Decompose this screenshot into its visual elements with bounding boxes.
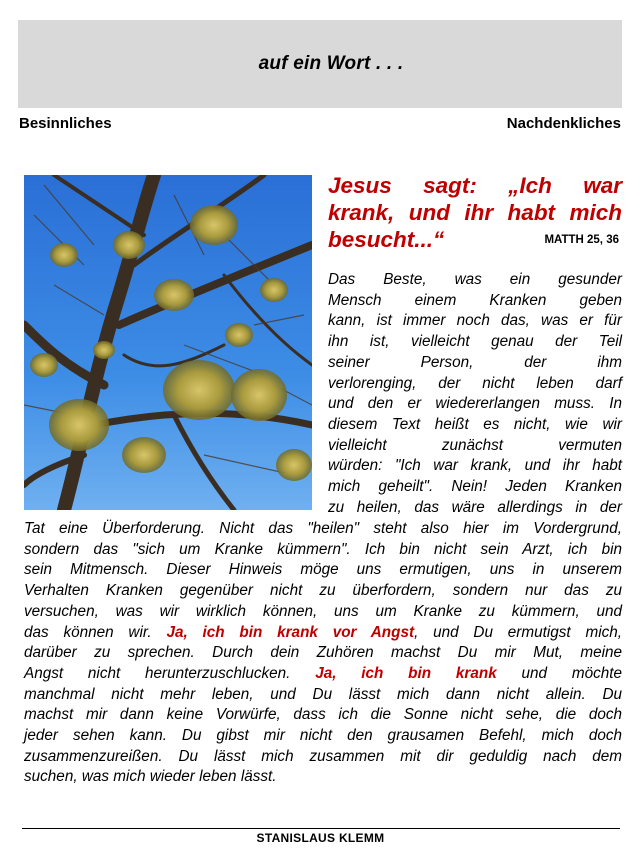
emphasis-red-text: Ja, ich bin krank [315,664,497,682]
body-text: Angst nicht herunterzuschlucken. [24,664,316,682]
article-body-wrapped [328,270,622,518]
headline-line: besucht...“ [328,227,445,252]
subheader-left: Besinnliches [19,115,112,132]
body-line: suchen, was mich wieder leben lässt. [24,768,277,786]
body-line: diesem Text heißt es nicht, wie wir [328,415,622,433]
body-line: machst mir dann keine Vorwürfe, dass ich die Sonne nicht sehe, die doch [24,706,622,724]
body-line: zusammenzureißen. Du lässt mich zusammen mit dir geduldig nach dem [24,747,622,765]
body-line: ihn ist, vielleicht genau der Teil [328,333,622,351]
body-line: Mensch einem Kranken geben [328,291,622,309]
body-line: Tat eine Überforderung. Nicht das "heilen" steht also hier im Vordergrund, [24,520,622,537]
body-text: und möchte [496,664,623,682]
body-line: versuchen, was wir wirklich können, uns um Kranke zu kümmern, und [24,602,622,620]
body-line [24,623,622,644]
body-line: würden: "Ich war krank, und ihr habt [328,457,622,475]
body-line: Das Beste, was ein gesunder [328,271,622,288]
body-line: kann, ist immer noch das, was er für [328,312,622,330]
author-name: STANISLAUS KLEMM [256,831,385,845]
body-text: , und Du ermutigst mich, [414,623,623,641]
subheader-right: Nachdenkliches [506,115,621,132]
headline-line: Jesus sagt: „Ich war [328,173,622,198]
body-line [24,664,622,685]
body-line: und den er wiedererlangen muss. In [328,395,622,413]
headline-line: krank, und ihr habt mich [328,200,622,225]
body-line: sondern das "sich um Kranke kümmern". Ich bin nicht sein Arzt, ich bin [24,540,622,558]
header-band [18,20,622,108]
body-text: das können wir. [24,623,167,641]
bible-reference: MATTH 25, 36 [544,234,619,246]
header-title: auf ein Wort . . . [258,53,404,74]
body-line: Verhalten Kranken gegenüber nicht zu überfordern, sondern nur das zu [24,582,622,600]
body-line: jeder sehen kann. Du gibst mir nicht den grausamen Befehl, mich doch [24,727,622,745]
footer-divider [22,828,620,829]
body-line: darüber zu sprechen. Durch dein Zuhören machst Du mir Mut, meine [24,644,622,662]
body-line: seiner Person, der ihm [328,353,622,371]
body-line: mich geheilt". Nein! Jeden Kranken [328,478,622,496]
body-line: zu heilen, das wäre allerdings in der [328,498,622,516]
tree-mistletoe-photo [24,175,312,510]
emphasis-red-text: Ja, ich bin krank vor Angst [166,623,415,641]
body-line: verlorenging, der nicht leben darf [328,374,622,392]
body-line: manchmal nicht mehr leben, und Du lässt mich dann nicht allein. Du [24,685,622,703]
body-line: vielleicht zunächst vermuten [328,436,622,454]
body-line: sein Mitmensch. Dieser Hinweis möge uns ermutigen, uns in unserem [24,561,622,579]
tree-illustration [24,175,312,510]
article-body-full [24,519,622,788]
